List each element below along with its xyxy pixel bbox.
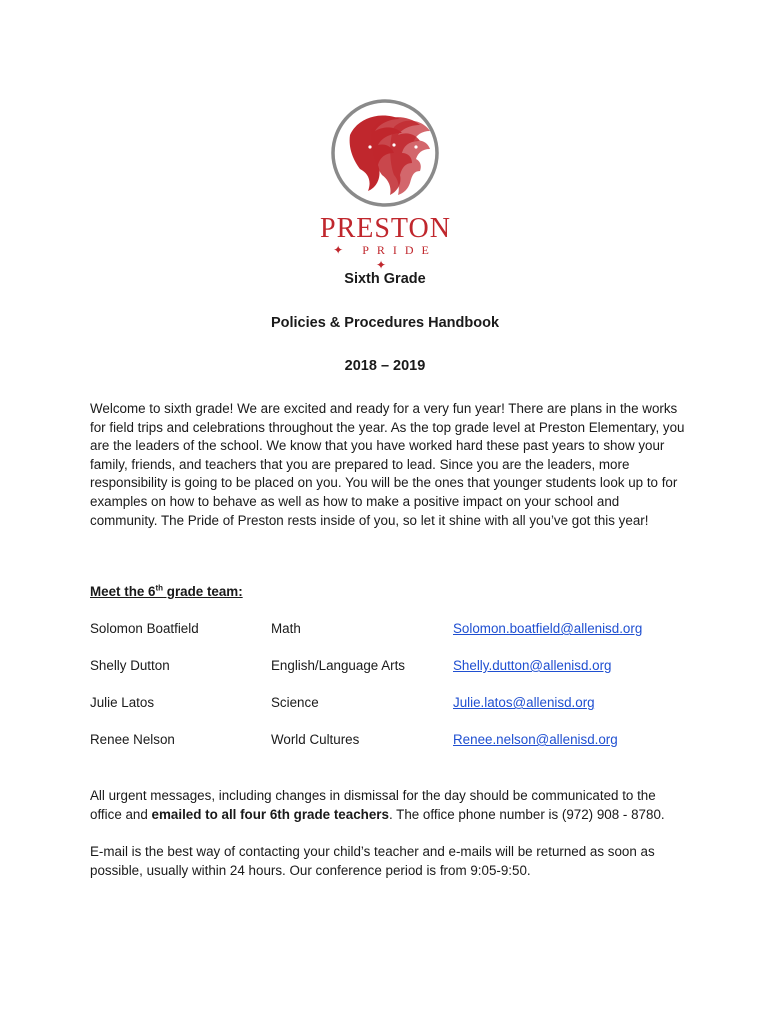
team-row bbox=[0, 732, 770, 752]
preston-pride-logo bbox=[320, 95, 451, 272]
team-row bbox=[0, 621, 770, 641]
urgent-messages-paragraph bbox=[90, 787, 690, 824]
grade-heading: Sixth Grade bbox=[344, 271, 426, 287]
email-contact-paragraph: E-mail is the best way of contacting your child’s teacher and e-mails will be returned as soon as possible, usually within 24 hours. Our conference period is from 9:05-9:50. bbox=[90, 844, 655, 878]
teacher-email-link[interactable]: Renee.nelson@allenisd.org bbox=[453, 732, 618, 747]
urgent-text-2: . The office phone number is (972) 908 - 8780. bbox=[388, 806, 665, 822]
teacher-subject: World Cultures bbox=[271, 732, 360, 747]
teacher-email-link[interactable]: Julie.latos@allenisd.org bbox=[453, 695, 595, 710]
teacher-email-link[interactable]: Solomon.boatfield@allenisd.org bbox=[453, 621, 643, 636]
welcome-paragraph: Welcome to sixth grade! We are excited and ready for a very fun year! There are plans in the works for field trips and celebrations throughout the year. As the top grade level at Preston Elementary, you are the leaders of the school. We know that you have worked hard these past years to show your family, friends, and teachers that you are prepared to lead. Since you are the leaders, more responsibility is going to be placed on you. You will be the ones that younger students look up to for examples on how to behave as well as how to make a positive impact on your school and community. The Pride of Preston rests inside of you, so let it shine with all you’ve got this year! bbox=[90, 401, 685, 528]
school-year: 2018 – 2019 bbox=[344, 358, 426, 374]
teacher-name: Renee Nelson bbox=[90, 732, 175, 747]
team-heading-pre: Meet the 6 bbox=[90, 584, 156, 599]
team-row bbox=[0, 658, 770, 678]
team-heading bbox=[90, 584, 243, 599]
teacher-subject: Math bbox=[271, 621, 301, 636]
logo-subtitle-text: PRIDE bbox=[362, 243, 437, 257]
handbook-title: Policies & Procedures Handbook bbox=[270, 315, 500, 331]
logo-subtitle: ✦ PRIDE ✦ bbox=[333, 243, 437, 272]
teacher-name: Julie Latos bbox=[90, 695, 155, 710]
logo-wordmark: PRESTON bbox=[320, 213, 451, 244]
teacher-email-link[interactable]: Shelly.dutton@allenisd.org bbox=[453, 658, 612, 673]
team-heading-post: grade team: bbox=[163, 584, 243, 599]
teacher-name: Solomon Boatfield bbox=[90, 621, 199, 636]
team-heading-sup: th bbox=[155, 583, 164, 593]
lion-emblem-icon bbox=[320, 95, 450, 213]
teacher-name: Shelly Dutton bbox=[90, 658, 170, 673]
teacher-subject: Science bbox=[271, 695, 319, 710]
urgent-bold-text: emailed to all four 6th grade teachers bbox=[151, 806, 389, 822]
teacher-subject: English/Language Arts bbox=[271, 658, 406, 673]
team-row bbox=[0, 695, 770, 715]
urgent-text-1: All urgent messages, including changes in dismissal for the day should be communicated to the office and bbox=[90, 788, 656, 822]
